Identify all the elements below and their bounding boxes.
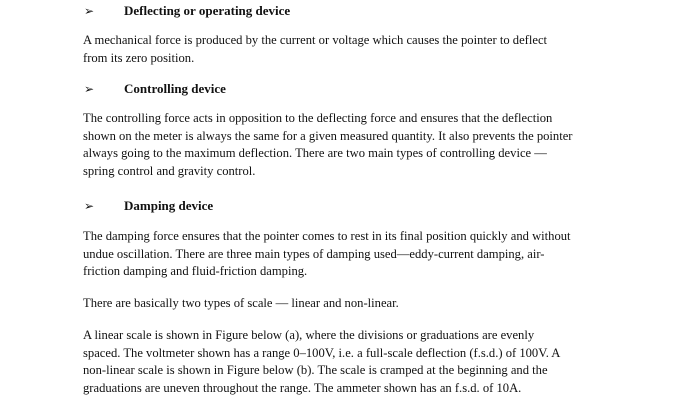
section-heading-deflecting (84, 2, 290, 20)
section-heading-controlling (84, 80, 226, 98)
heading-text: Controlling device (124, 81, 226, 96)
text-line: spring control and gravity control. (83, 163, 256, 178)
text-line: from its zero position. (83, 50, 195, 65)
text-line: undue oscillation. There are three main types of damping used—eddy-current damping, air- (83, 246, 545, 261)
arrow-bullet-icon: ➢ (84, 3, 95, 18)
heading-text: Damping device (124, 198, 214, 213)
paragraph-deflecting (83, 32, 643, 67)
text-line: The damping force ensures that the pointer comes to rest in its final position quickly and without (83, 229, 571, 243)
text-line: always going to the maximum deflection. There are two main types of controlling device — (83, 146, 547, 160)
text-line: graduations are uneven throughout the range. The ammeter shown has an f.s.d. of 10A. (83, 380, 522, 395)
text-line: non-linear scale is shown in Figure below (b). The scale is cramped at the beginning and the (83, 363, 548, 377)
text-line: shown on the meter is always the same for a given measured quantity. It also prevents the pointer (83, 128, 573, 143)
text-line: friction damping and fluid-friction damping. (83, 264, 308, 278)
arrow-bullet-icon: ➢ (84, 198, 95, 213)
section-heading-damping (84, 197, 213, 215)
paragraph-scale-types (83, 295, 643, 313)
paragraph-damping (83, 228, 643, 281)
text-line: A mechanical force is produced by the current or voltage which causes the pointer to deflect (83, 33, 548, 47)
paragraph-linear-scale (83, 327, 643, 397)
heading-text: Deflecting or operating device (124, 3, 291, 18)
text-line: There are basically two types of scale — linear and non-linear. (83, 296, 399, 310)
paragraph-controlling (83, 110, 643, 180)
text-line: The controlling force acts in opposition to the deflecting force and ensures that the deflection (83, 111, 553, 125)
text-line: A linear scale is shown in Figure below (a), where the divisions or graduations are evenly (83, 328, 535, 342)
text-line: spaced. The voltmeter shown has a range 0–100V, i.e. a full-scale deflection (f.s.d.) of 100V. A (83, 345, 561, 360)
arrow-bullet-icon: ➢ (84, 81, 95, 96)
